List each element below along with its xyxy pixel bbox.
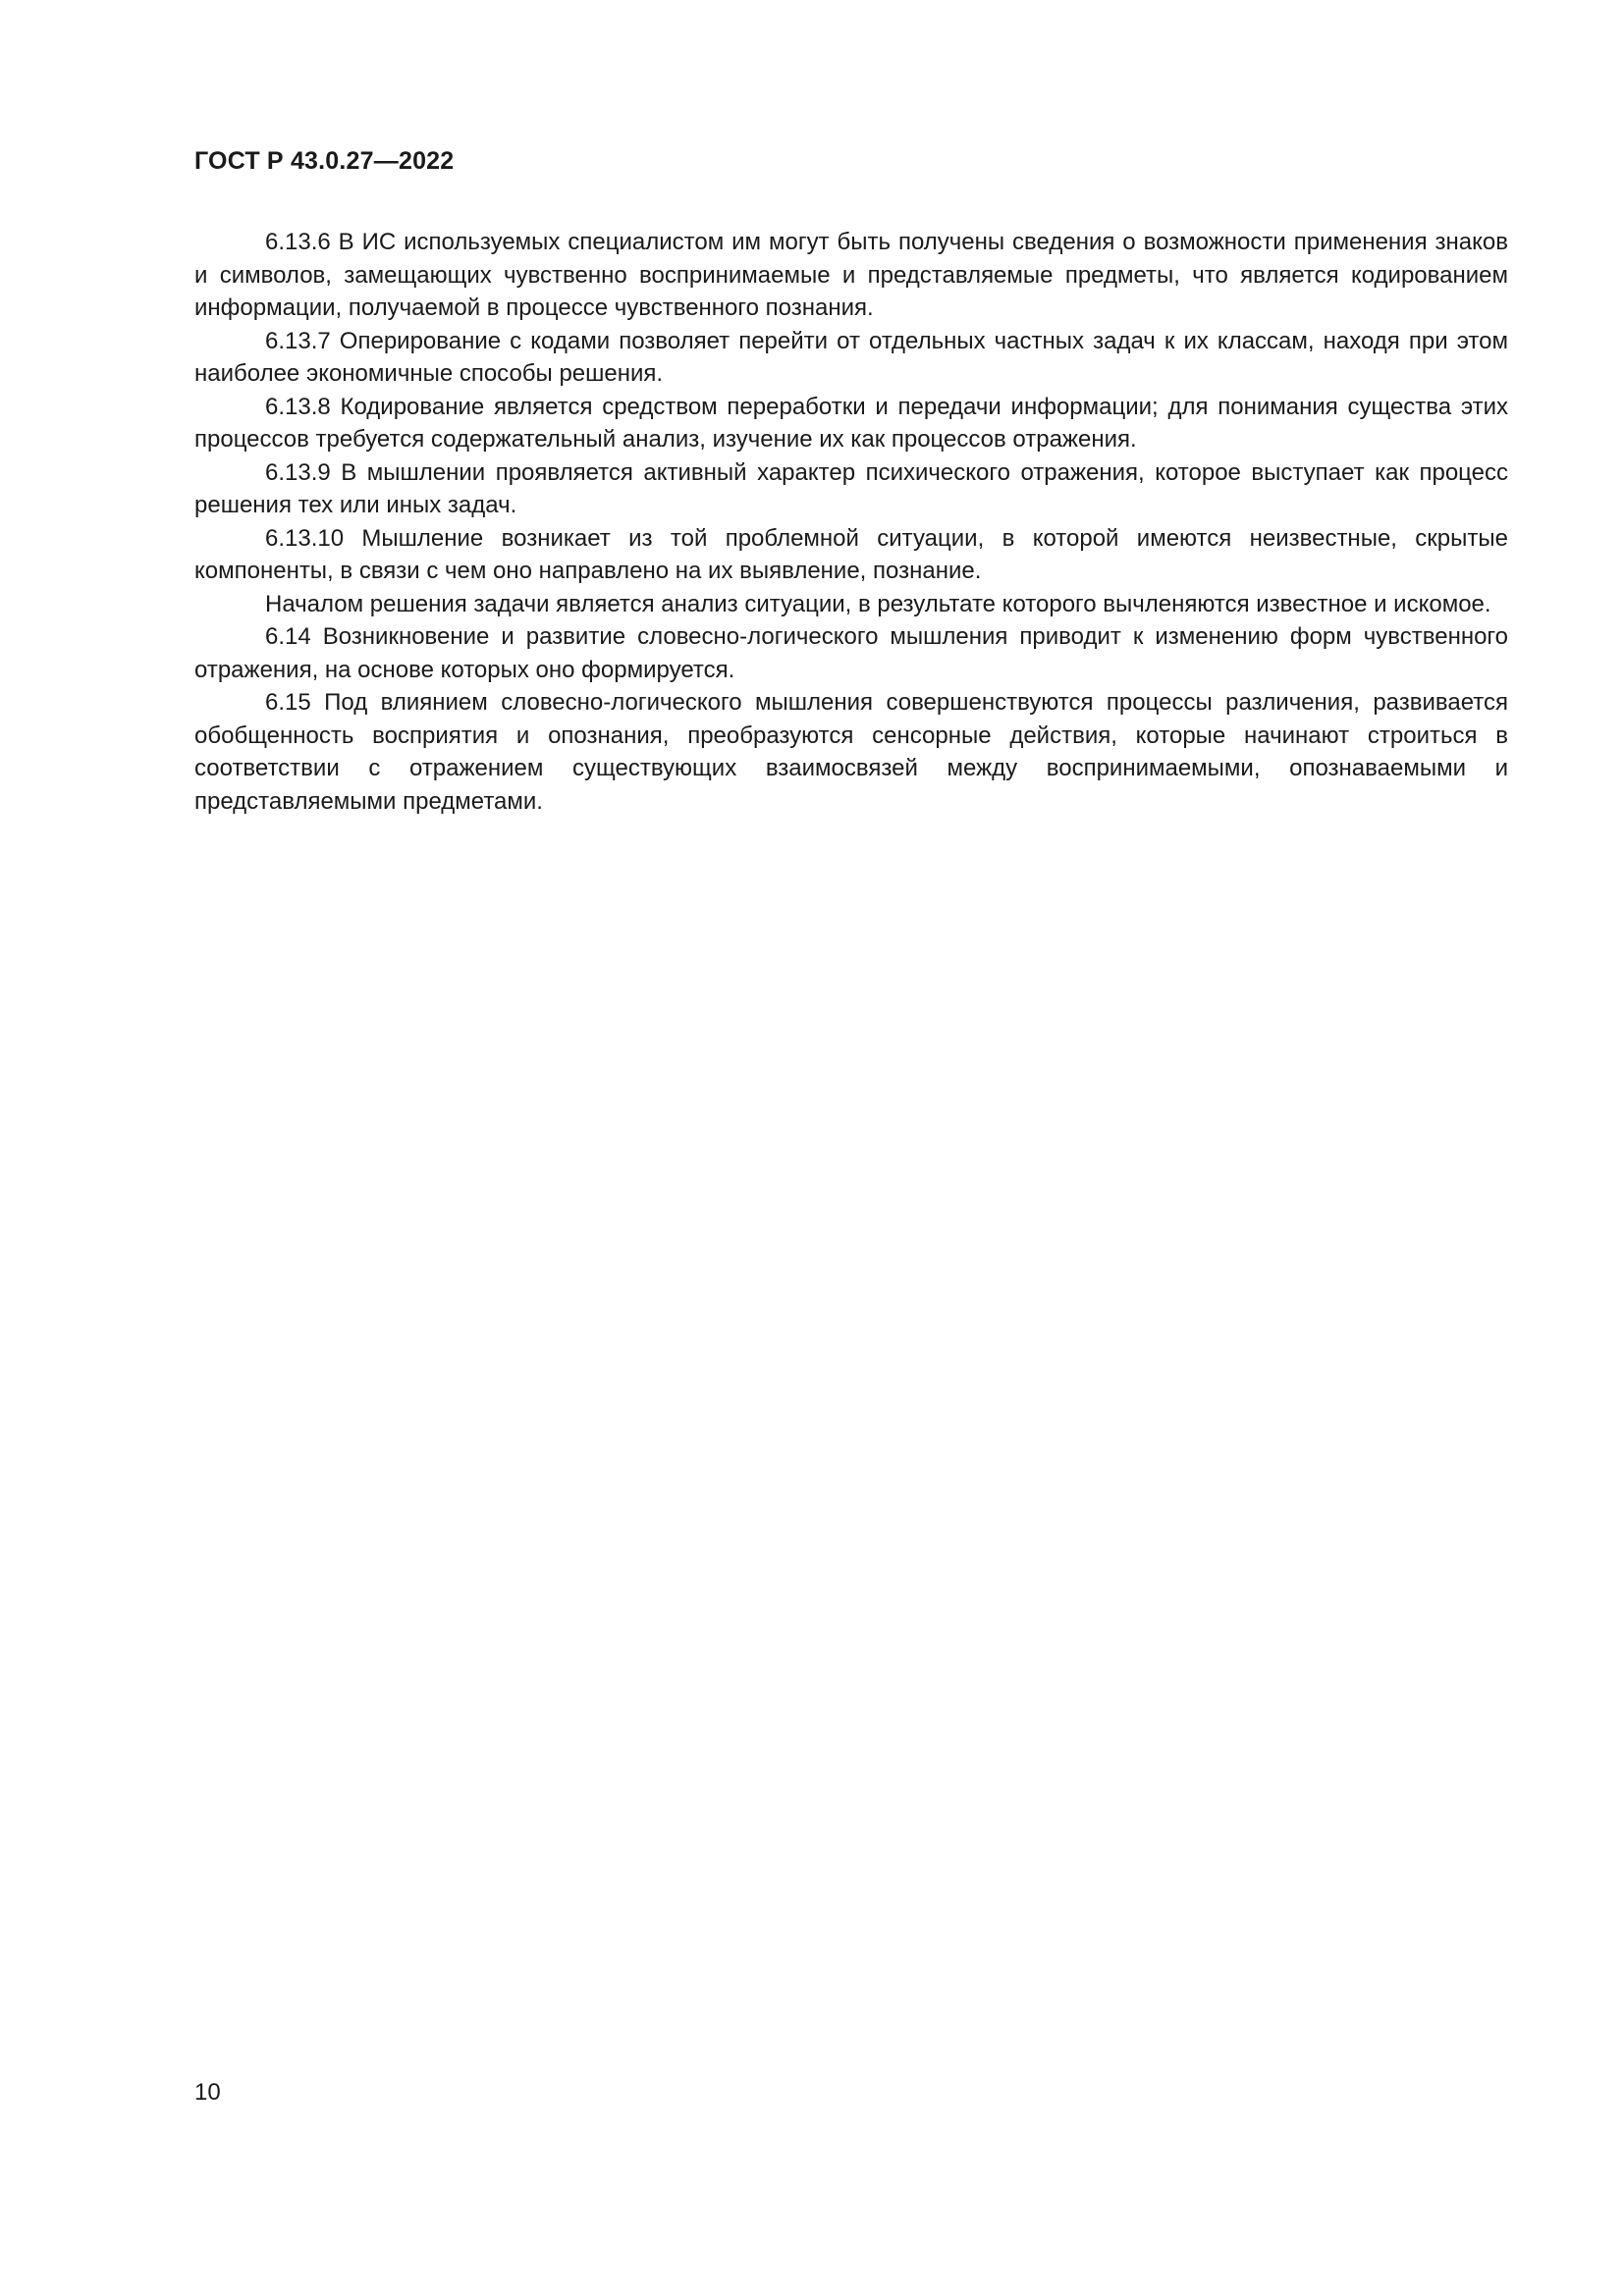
paragraph-6-13-10: 6.13.10 Мышление возникает из той проблемной ситуации, в которой имеются неизвестные, скрытые компоненты, в связи с чем оно направлено на их выявление, познание. xyxy=(194,524,1508,584)
paragraph-6-13-10-continued: Началом решения задачи является анализ ситуации, в результате которого вычленяются известное и искомое. xyxy=(265,590,1491,617)
paragraph-6-13-6: 6.13.6 В ИС используемых специалистом им могут быть получены сведения о возможности применения знаков и символов, замещающих чувственно воспринимаемые и представляемые предметы, что является кодированием информации, получаемой в процессе чувственного познания. xyxy=(194,229,1508,321)
paragraph-6-13-8: 6.13.8 Кодирование является средством переработки и передачи информации; для понимания существа этих процессов требуется содержательный анализ, изучение их как процессов отражения. xyxy=(194,393,1508,453)
paragraph-6-13-7: 6.13.7 Оперирование с кодами позволяет перейти от отдельных частных задач к их классам, находя при этом наиболее экономичные способы решения. xyxy=(194,327,1508,387)
paragraph-6-14: 6.14 Возникновение и развитие словесно-логического мышления приводит к изменению форм чувственного отражения, на основе которых оно формируется. xyxy=(194,623,1508,683)
paragraph-6-15: 6.15 Под влиянием словесно-логического мышления совершенствуются процессы различения, развивается обобщенность восприятия и опознания, преобразуются сенсорные действия, которые начинают строиться в соответствии с отражением существующих взаимосвязей между воспринимаемыми, опознаваемыми и представляемыми предметами. xyxy=(194,689,1508,815)
paragraph-6-13-9: 6.13.9 В мышлении проявляется активный характер психического отражения, которое выступает как процесс решения тех или иных задач. xyxy=(194,458,1508,518)
document-body xyxy=(194,226,1508,818)
document-header-code: ГОСТ Р 43.0.27—2022 xyxy=(194,147,455,175)
page-number: 10 xyxy=(194,2079,221,2106)
